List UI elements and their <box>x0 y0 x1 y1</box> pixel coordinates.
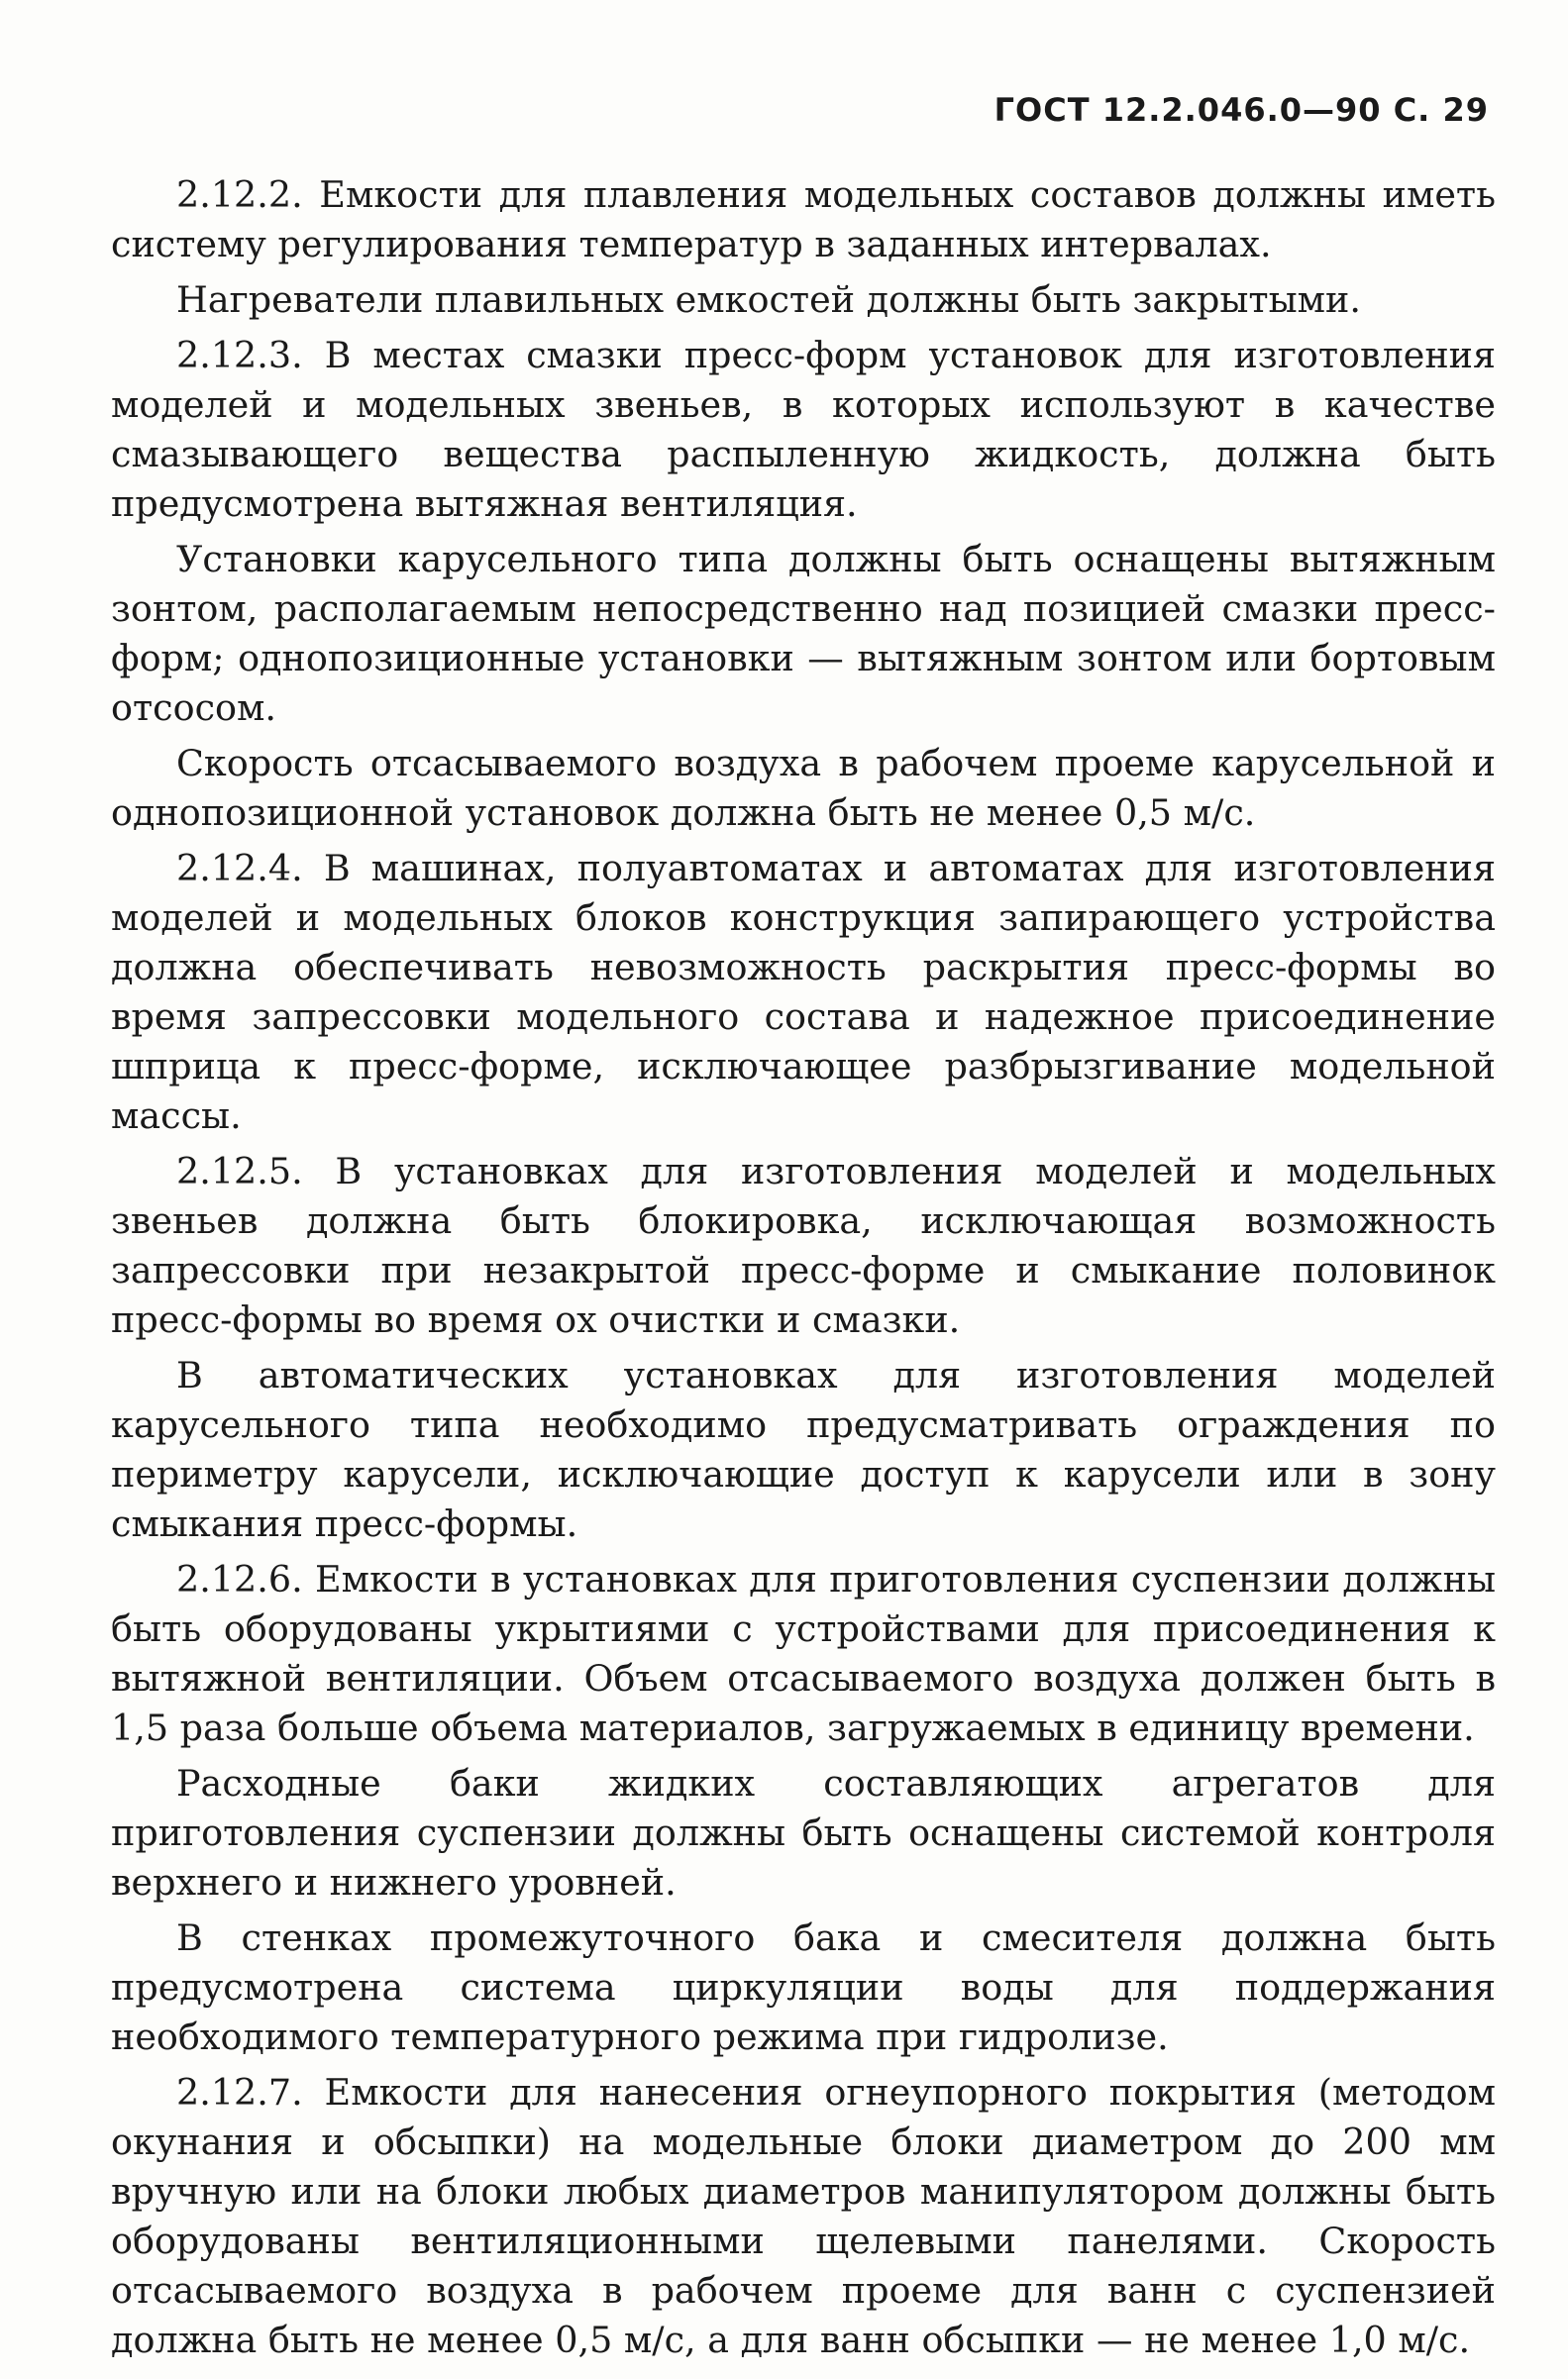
page-header: ГОСТ 12.2.046.0—90 С. 29 <box>993 91 1489 129</box>
paragraph-2-12-7: 2.12.7. Емкости для нанесения огнеупорного покрытия (методом окунания и обсыпки) на модельные блоки диаметром до 200 мм вручную или на блоки любых диаметров манипулятором должны быть оборудованы вентиляционными щелевыми панелями. Скорость отсасываемого воздуха в рабочем проеме для ванн с суспензией должна быть не менее 0,5 м/с, а для ванн обсыпки — не менее 1,0 м/с. <box>111 2071 1496 2361</box>
paragraph-heaters: Нагреватели плавильных емкостей должны быть закрытыми. <box>176 278 1361 321</box>
paragraph-2-12-4: 2.12.4. В машинах, полуавтоматах и автоматах для изготовления моделей и модельных блоков конструкция запирающего устройства должна обеспечивать невозможность раскрытия пресс-формы во время запрессовки модельного состава и надежное присоединение шприца к пресс-форме, исключающее разбрызгивание модельной массы. <box>111 847 1496 1137</box>
paragraph-automatic-units: В автоматических установках для изготовления моделей карусельного типа необходимо предусматривать ограждения по периметру карусели, исключающие доступ к карусели или в зону смыкания пресс-формы. <box>111 1354 1496 1545</box>
paragraph-2-12-3: 2.12.3. В местах смазки пресс-форм установок для изготовления моделей и модельных звеньев, в которых используют в качестве смазывающего вещества распыленную жидкость, должна быть предусмотрена вытяжная вентиляция. <box>111 334 1496 525</box>
paragraph-2-12-5: 2.12.5. В установках для изготовления моделей и модельных звеньев должна быть блокировка, исключающая возможность запрессовки при незакрытой пресс-форме и смыкание половинок пресс-формы во время ох очистки и смазки. <box>111 1150 1496 1341</box>
paragraph-carousel-units: Установки карусельного типа должны быть оснащены вытяжным зонтом, располагаемым непосредственно над позицией смазки пресс-форм; однопозиционные установки — вытяжным зонтом или бортовым отсосом. <box>111 538 1496 729</box>
paragraph-supply-tanks: Расходные баки жидких составляющих агрегатов для приготовления суспензии должны быть оснащены системой контроля верхнего и нижнего уровней. <box>111 1762 1496 1904</box>
document-body <box>111 170 1496 2371</box>
paragraph-intermediate-tank: В стенках промежуточного бака и смесителя должна быть предусмотрена система циркуляции воды для поддержания необходимого температурного режима при гидролизе. <box>111 1916 1496 2058</box>
paragraph-2-12-2: 2.12.2. Емкости для плавления модельных составов должны иметь систему регулирования температур в заданных интервалах. <box>111 173 1496 265</box>
paragraph-2-12-6: 2.12.6. Емкости в установках для приготовления суспензии должны быть оборудованы укрытиями с устройствами для присоединения к вытяжной вентиляции. Объем отсасываемого воздуха должен быть в 1,5 раза больше объема материалов, загружаемых в единицу времени. <box>111 1558 1496 1749</box>
paragraph-air-speed: Скорость отсасываемого воздуха в рабочем проеме карусельной и однопозиционной установок должна быть не менее 0,5 м/с. <box>111 742 1496 834</box>
